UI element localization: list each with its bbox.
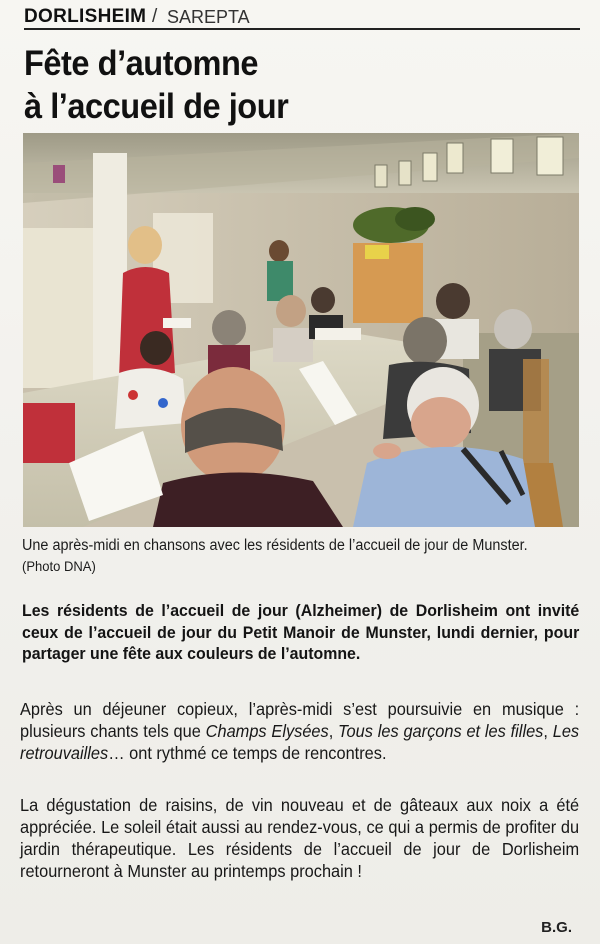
section-label: DORLISHEIM xyxy=(24,6,147,27)
p1-end: … ont rythmé ce temps de rencontres. xyxy=(108,743,387,763)
subsection-label: SAREPTA xyxy=(167,7,250,27)
author-signature: B.G. xyxy=(541,919,572,936)
lead-paragraph: Les résidents de l’accueil de jour (Alzheimer) de Dorlisheim ont invité ceux de l’accueil de jour du Petit Manoir de Munster, lundi dernier, pour partager une fête aux couleurs de l’automne. xyxy=(22,601,580,663)
article-photo xyxy=(23,133,579,527)
headline-line-1: Fête d’automne xyxy=(24,44,259,83)
photo-caption xyxy=(22,536,543,577)
song-title-1: Champs Elysées xyxy=(205,721,329,741)
photo-illustration xyxy=(23,133,579,527)
p1-start: Après un déjeuner copieux, l’après-midi s’est poursuivie en musique : plusieurs chants tels que xyxy=(20,699,580,741)
section-separator: / xyxy=(152,6,158,27)
song-title-2: Tous les garçons et les filles xyxy=(338,721,544,741)
photo-credit: (Photo DNA) xyxy=(22,558,96,574)
p1-separator-2: , xyxy=(543,721,553,741)
headline-line-2: à l’accueil de jour xyxy=(24,87,289,126)
song-title-3: Les retrouvailles xyxy=(20,721,580,763)
section-header xyxy=(24,4,580,30)
caption-text: Une après-midi en chansons avec les résidents de l’accueil de jour de Munster. xyxy=(22,537,528,554)
headline xyxy=(24,42,541,128)
body-paragraph-1 xyxy=(20,698,579,764)
p1-separator-1: , xyxy=(328,721,339,741)
body-paragraph-2: La dégustation de raisins, de vin nouveau et de gâteaux aux noix a été appréciée. Le soleil était aussi au rendez-vous, ce qui a permis de profiter du jardin thérapeutique. Les résidents de l’accueil de jour de Dorlisheim retourneront à Munster au printemps prochain ! xyxy=(20,795,580,881)
